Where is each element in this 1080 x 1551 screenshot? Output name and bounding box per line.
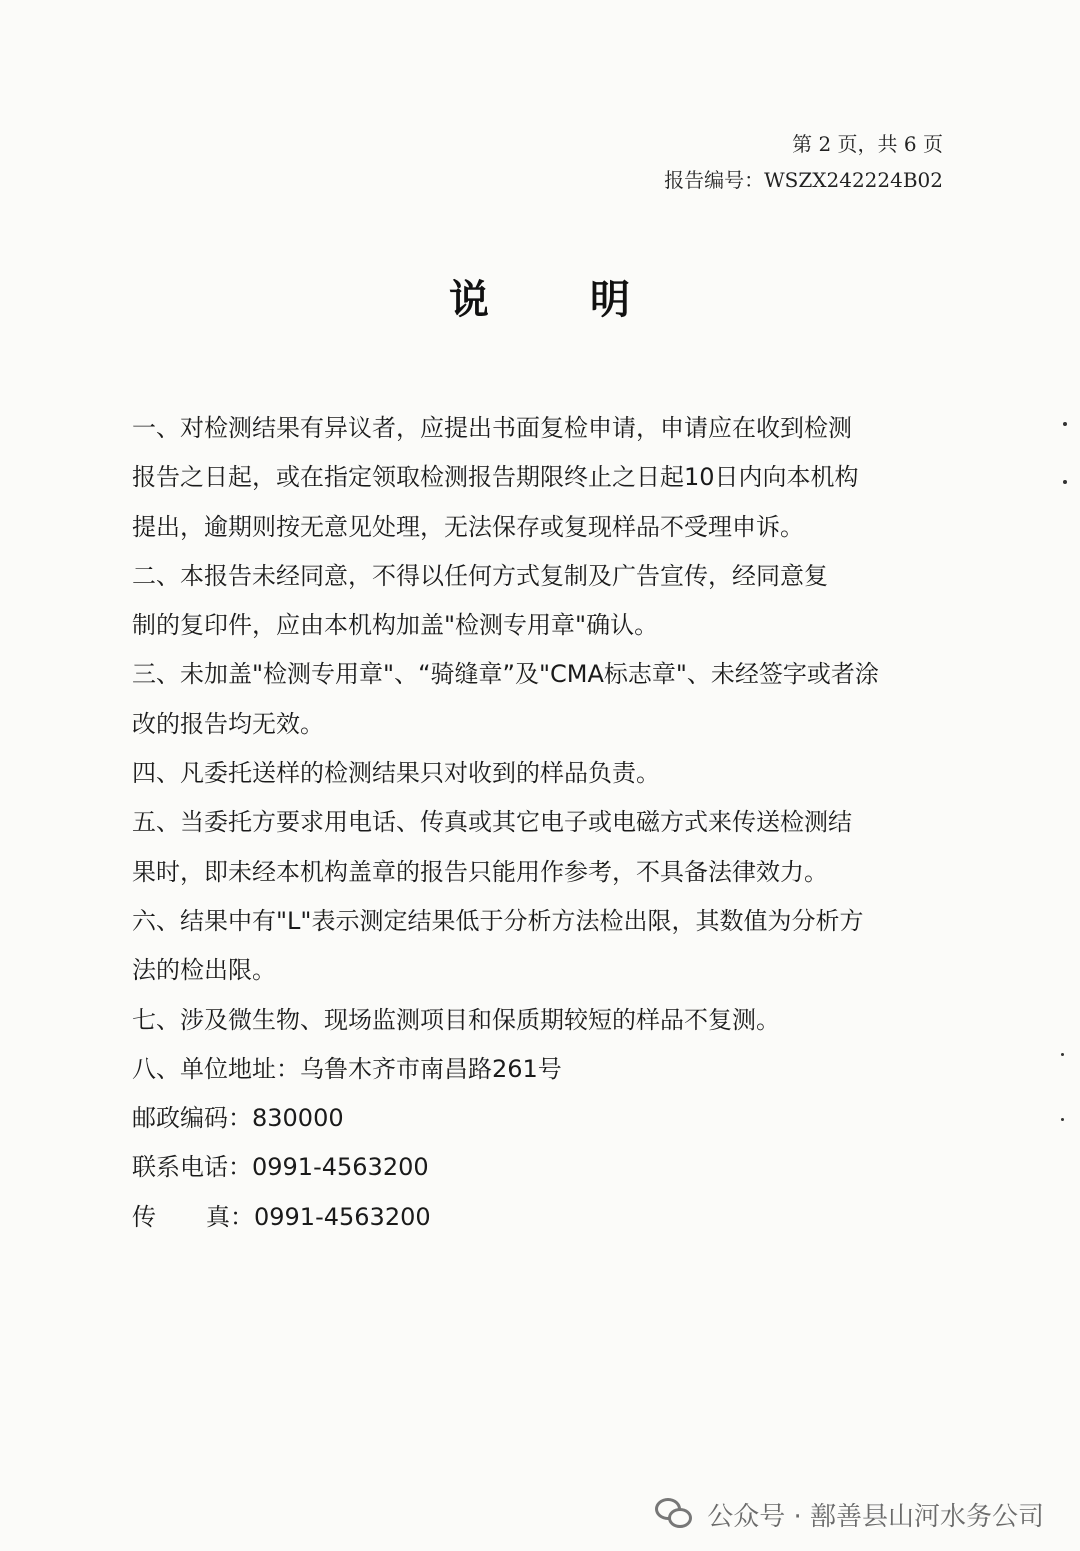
fax-label (132, 1193, 254, 1242)
report-header (664, 126, 943, 198)
title-char-1: 说 (449, 276, 490, 323)
page-title (0, 268, 1080, 325)
note-line: 提出，逾期则按无意见处理，无法保存或复现样品不受理申诉。 (132, 512, 804, 541)
fax-label-part-1: 传 (132, 1202, 156, 1231)
note-line: 七、涉及微生物、现场监测项目和保质期较短的样品不复测。 (132, 1005, 780, 1034)
postal-code-line (132, 1094, 892, 1143)
note-line: 八、单位地址：乌鲁木齐市南昌路261号 (132, 1054, 562, 1083)
note-line: 报告之日起，或在指定领取检测报告期限终止之日起10日内向本机构 (132, 463, 859, 492)
note-line: 四、凡委托送样的检测结果只对收到的样品负责。 (132, 759, 660, 788)
notes-section (132, 404, 892, 1242)
note-line: 六、结果中有"L"表示测定结果低于分析方法检出限，其数值为分析方 (132, 906, 864, 935)
page-number: 第 2 页，共 6 页 (792, 132, 943, 156)
postal-code-label: 邮政编码： (132, 1104, 252, 1133)
report-number: 报告编号：WSZX242224B02 (664, 168, 943, 192)
phone-label: 联系电话： (132, 1153, 252, 1182)
note-line: 改的报告均无效。 (132, 709, 324, 738)
note-line: 一、对检测结果有异议者，应提出书面复检申请，申请应在收到检测 (132, 414, 852, 442)
note-line: 二、本报告未经同意，不得以任何方式复制及广告宣传，经同意复 (132, 561, 828, 590)
wechat-watermark (655, 1496, 1044, 1533)
fax-value: 0991-4563200 (254, 1202, 431, 1231)
note-line: 果时，即未经本机构盖章的报告只能用作参考，不具备法律效力。 (132, 857, 828, 886)
note-line: 制的复印件，应由本机构加盖"检测专用章"确认。 (132, 611, 659, 640)
fax-label-part-2: 真： (206, 1202, 254, 1231)
note-line: 五、当委托方要求用电话、传真或其它电子或电磁方式来传送检测结 (132, 808, 852, 837)
postal-code-value: 830000 (252, 1104, 344, 1133)
title-char-2: 明 (590, 276, 631, 323)
fax-line (132, 1193, 892, 1242)
wechat-icon (655, 1498, 695, 1532)
scan-speck (1063, 480, 1067, 484)
phone-value: 0991-4563200 (252, 1153, 429, 1182)
scan-speck (1061, 1118, 1064, 1121)
note-line: 三、未加盖"检测专用章"、“骑缝章”及"CMA标志章"、未经签字或者涂 (132, 660, 879, 689)
watermark-text: 公众号 · 鄯善县山河水务公司 (707, 1502, 1044, 1532)
scan-speck (1061, 1053, 1064, 1056)
scan-speck (1063, 422, 1067, 426)
note-line: 法的检出限。 (132, 956, 276, 985)
phone-line (132, 1143, 892, 1192)
